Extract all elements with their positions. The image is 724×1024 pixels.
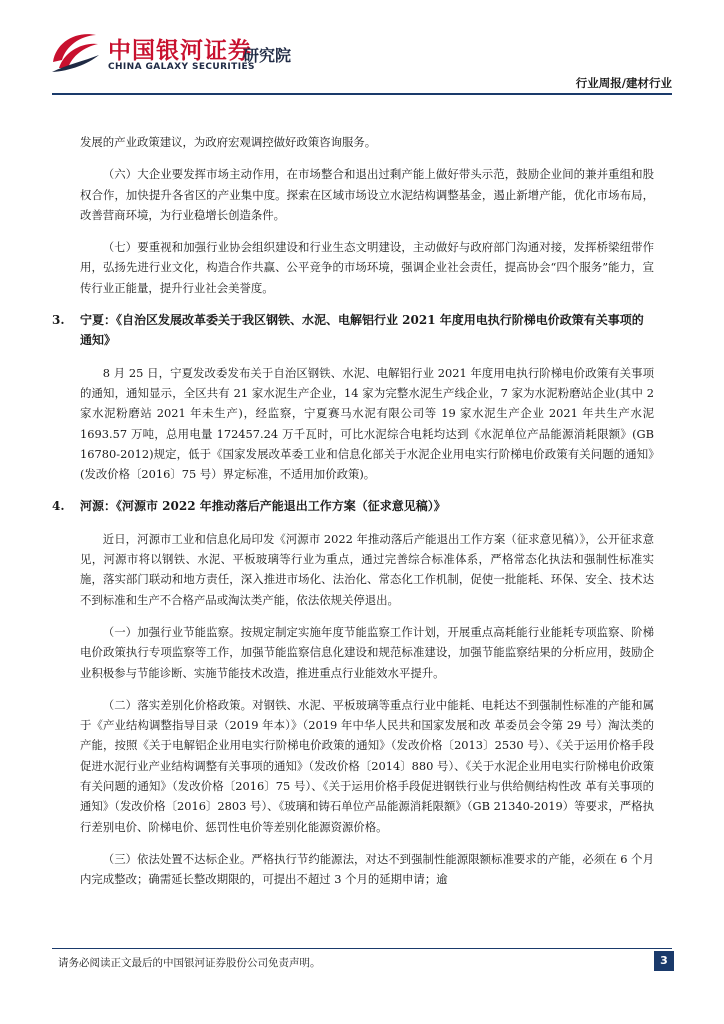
galaxy-logo-icon bbox=[50, 28, 100, 74]
section-number: 4. bbox=[52, 499, 65, 514]
section-heading bbox=[52, 310, 654, 351]
page-header bbox=[0, 0, 724, 100]
brand-name-en: CHINA GALAXY SECURITIES bbox=[108, 62, 255, 72]
section-title: 河源：《河源市 2022 年推动落后产能退出工作方案（征求意见稿）》 bbox=[80, 499, 446, 514]
disclaimer-text: 请务必阅读正文最后的中国银河证券股份公司免责声明。 bbox=[58, 957, 321, 969]
paragraph: 近日，河源市工业和信息化局印发《河源市 2022 年推动落后产能退出工作方案（征求意见稿）》，公开征求意见，河源市将以钢铁、水泥、平板玻璃等行业为重点，通过完善综合标准体系，严格常态化执法和强制性标准实施，落实部门联动和地方责任，深入推进市场化、法治化、常态化工作机制，促使一批能耗、环保、安全、技术达不到标准和生产不合格产品或淘汰类产能，依法依规关停退出。 bbox=[80, 531, 654, 607]
paragraph: （七）要重视和加强行业协会组织建设和行业生态文明建设，主动做好与政府部门沟通对接，发挥桥梁纽带作用，弘扬先进行业文化，构造合作共赢、公平竞争的市场环境，强调企业社会责任，提高协会“四个服务”能力，宣传行业正能量，提升行业社会美誉度。 bbox=[80, 240, 654, 295]
paragraph: （六）大企业要发挥市场主动作用，在市场整合和退出过剩产能上做好带头示范，鼓励企业间的兼并重组和股权合作，加快提升各省区的产业集中度。探索在区域市场设立水泥结构调整基金，遏止新增产能，优化市场布局，改善营商环境，为行业稳增长创造条件。 bbox=[80, 167, 654, 222]
paragraph: （一）加强行业节能监察。按规定制定实施年度节能监察工作计划，开展重点高耗能行业能耗专项监察、阶梯电价政策执行专项监察等工作，加强节能监察信息化建设和规范标准建设，加强节能监察结果的分析应用，鼓励企业积极参与节能诊断、实施节能技术改造，推进重点行业能效水平提升。 bbox=[80, 624, 654, 680]
brand-name-cn: 中国银河证券 bbox=[108, 38, 252, 64]
header-divider bbox=[52, 93, 672, 95]
document-body bbox=[52, 132, 654, 902]
paragraph: （三）依法处置不达标企业。严格执行节约能源法，对达不到强制性能源限额标准要求的产能，必须在 6 个月内完成整改；确需延长整改期限的，可提出不超过 3 个月的延期申请；逾 bbox=[80, 851, 654, 887]
paragraph: 发展的产业政策建议，为政府宏观调控做好政策咨询服务。 bbox=[80, 135, 377, 149]
page-number: 3 bbox=[654, 951, 674, 971]
footer-divider bbox=[52, 948, 672, 949]
section-title: 宁夏：《自治区发展改革委关于我区钢铁、水泥、电解铝行业 2021 年度用电执行阶梯电价政策有关事项的通知》 bbox=[80, 313, 644, 348]
section-heading bbox=[52, 496, 654, 516]
paragraph: 8 月 25 日，宁夏发改委发布关于自治区钢铁、水泥、电解铝行业 2021 年度用电执行阶梯电价政策有关事项的通知，通知显示，全区共有 21 家水泥生产企业，14 家为完整水泥生产线企业，7 家为水泥粉磨站企业(其中 2 家水泥粉磨站 2021 年未生产)，经监察，宁夏赛马水泥有限公司等 19 家水泥生产企业 2021 年共生产水泥 1693.57 万吨，总用电量 172457.24 万千瓦时，可比水泥综合电耗均达到《水泥单位产品能源消耗限额》(GB 16780-2012)规定，低于《国家发展改革委工业和信息化部关于水泥企业用电实行阶梯电价政策有关问题的通知》(发改价格〔2016〕75 号）界定标准，不适用加价政策)。 bbox=[80, 365, 654, 482]
institute-label: 研究院 bbox=[243, 46, 292, 65]
section-number: 3. bbox=[52, 313, 65, 328]
report-type-label: 行业周报/建材行业 bbox=[575, 76, 672, 90]
paragraph: （二）落实差别化价格政策。对钢铁、水泥、平板玻璃等重点行业中能耗、电耗达不到强制性标准的产能和属于《产业结构调整指导目录（2019 年本）》（2019 年中华人民共和国家发展和改 革委员会令第 29 号）淘汰类的产能，按照《关于电解铝企业用电实行阶梯电价政策的通知》（发改价格〔2013〕2530 号）、《关于运用价格手段促进水泥行业产业结构调整有关事项的通知》（发改价格〔2014〕880 号）、《关于水泥企业用电实行阶梯电价政策有关问题的通知》（发改价格〔2016〕75 号）、《关于运用价格手段促进钢铁行业与供给侧结构性改 革有关事项的通知》（发改价格〔2016〕2803 号）、《玻璃和铸石单位产品能源消耗限额》（GB 21340-2019）等要求，严格执行差别电价、阶梯电价、惩罚性电价等差别化能源资源价格。 bbox=[80, 697, 654, 834]
